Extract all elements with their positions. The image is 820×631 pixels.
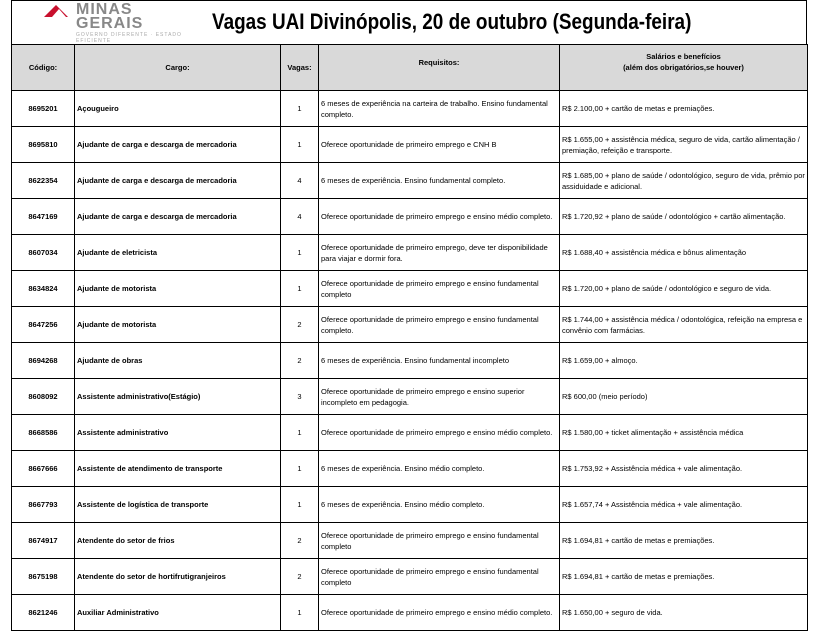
table-row <box>12 127 808 163</box>
cell-cargo: Assistente de logística de transporte <box>75 487 281 523</box>
cell-requisitos: Oferece oportunidade de primeiro emprego e ensino médio completo. <box>319 199 560 235</box>
page-title: Vagas UAI Divinópolis, 20 de outubro (Segunda-feira) <box>212 9 692 34</box>
cell-vagas: 4 <box>281 199 319 235</box>
table-row <box>12 163 808 199</box>
table-row <box>12 379 808 415</box>
table-row <box>12 559 808 595</box>
table-row <box>12 91 808 127</box>
cell-cargo: Ajudante de motorista <box>75 307 281 343</box>
cell-requisitos: Oferece oportunidade de primeiro emprego e CNH B <box>319 127 560 163</box>
cell-vagas: 1 <box>281 271 319 307</box>
cell-codigo: 8667666 <box>12 451 75 487</box>
cell-cargo: Ajudante de carga e descarga de mercadoria <box>75 163 281 199</box>
table-row <box>12 523 808 559</box>
cell-cargo: Atendente do setor de frios <box>75 523 281 559</box>
header-salarios-title: Salários e benefícios <box>646 52 721 61</box>
cell-vagas: 1 <box>281 415 319 451</box>
cell-codigo: 8668586 <box>12 415 75 451</box>
cell-codigo: 8695201 <box>12 91 75 127</box>
minas-gerais-logo <box>42 1 192 44</box>
cell-codigo: 8675198 <box>12 559 75 595</box>
table-row <box>12 271 808 307</box>
table-body <box>12 91 808 631</box>
page-header <box>11 0 807 44</box>
cell-codigo: 8621246 <box>12 595 75 631</box>
logo-text <box>76 3 143 31</box>
cell-cargo: Ajudante de carga e descarga de mercadoria <box>75 199 281 235</box>
cell-salarios: R$ 1.650,00 + seguro de vida. <box>560 595 808 631</box>
cell-cargo: Ajudante de carga e descarga de mercadoria <box>75 127 281 163</box>
cell-salarios: R$ 1.580,00 + ticket alimentação + assistência médica <box>560 415 808 451</box>
header-salarios <box>560 45 808 91</box>
cell-requisitos: Oferece oportunidade de primeiro emprego e ensino médio completo. <box>319 595 560 631</box>
header-codigo: Código: <box>12 45 75 91</box>
cell-codigo: 8607034 <box>12 235 75 271</box>
table-row <box>12 451 808 487</box>
cell-requisitos: Oferece oportunidade de primeiro emprego, deve ter disponibilidade para viajar e dormir fora. <box>319 235 560 271</box>
cell-salarios: R$ 1.657,74 + Assistência médica + vale alimentação. <box>560 487 808 523</box>
cell-salarios: R$ 1.659,00 + almoço. <box>560 343 808 379</box>
cell-cargo: Assistente administrativo <box>75 415 281 451</box>
cell-vagas: 1 <box>281 595 319 631</box>
header-requisitos: Requisitos: <box>319 45 560 91</box>
cell-salarios: R$ 1.720,00 + plano de saúde / odontológico e seguro de vida. <box>560 271 808 307</box>
cell-codigo: 8622354 <box>12 163 75 199</box>
cell-requisitos: 6 meses de experiência. Ensino fundamental completo. <box>319 163 560 199</box>
cell-codigo: 8608092 <box>12 379 75 415</box>
table-row <box>12 343 808 379</box>
table-row <box>12 595 808 631</box>
cell-cargo: Ajudante de motorista <box>75 271 281 307</box>
table-row <box>12 307 808 343</box>
cell-codigo: 8674917 <box>12 523 75 559</box>
cell-codigo: 8695810 <box>12 127 75 163</box>
cell-cargo: Auxiliar Administrativo <box>75 595 281 631</box>
table-header-row <box>12 45 808 91</box>
cell-vagas: 2 <box>281 343 319 379</box>
cell-requisitos: 6 meses de experiência na carteira de trabalho. Ensino fundamental completo. <box>319 91 560 127</box>
table-row <box>12 199 808 235</box>
cell-cargo: Assistente de atendimento de transporte <box>75 451 281 487</box>
cell-requisitos: Oferece oportunidade de primeiro emprego e ensino fundamental completo <box>319 559 560 595</box>
cell-vagas: 1 <box>281 235 319 271</box>
cell-cargo: Atendente do setor de hortifrutigranjeiros <box>75 559 281 595</box>
cell-salarios: R$ 2.100,00 + cartão de metas e premiações. <box>560 91 808 127</box>
cell-salarios: R$ 1.694,81 + cartão de metas e premiações. <box>560 523 808 559</box>
table-row <box>12 487 808 523</box>
logo-tagline: GOVERNO DIFERENTE · ESTADO EFICIENTE <box>76 32 182 44</box>
cell-salarios: R$ 1.655,00 + assistência médica, seguro de vida, cartão alimentação / premiação, refeição e transporte. <box>560 127 808 163</box>
cell-requisitos: 6 meses de experiência. Ensino fundamental incompleto <box>319 343 560 379</box>
cell-cargo: Ajudante de eletricista <box>75 235 281 271</box>
header-cargo: Cargo: <box>75 45 281 91</box>
cell-codigo: 8647256 <box>12 307 75 343</box>
cell-vagas: 2 <box>281 523 319 559</box>
header-salarios-sub: (além dos obrigatórios,se houver) <box>623 63 744 72</box>
cell-salarios: R$ 1.720,92 + plano de saúde / odontológico + cartão alimentação. <box>560 199 808 235</box>
triangle-logo-inner-icon <box>52 9 66 17</box>
cell-requisitos: Oferece oportunidade de primeiro emprego e ensino superior incompleto em pedagogia. <box>319 379 560 415</box>
cell-salarios: R$ 1.753,92 + Assistência médica + vale alimentação. <box>560 451 808 487</box>
cell-salarios: R$ 1.694,81 + cartão de metas e premiações. <box>560 559 808 595</box>
jobs-table <box>11 44 808 631</box>
cell-vagas: 1 <box>281 91 319 127</box>
cell-codigo: 8634824 <box>12 271 75 307</box>
cell-vagas: 2 <box>281 307 319 343</box>
cell-vagas: 4 <box>281 163 319 199</box>
cell-salarios: R$ 600,00 (meio período) <box>560 379 808 415</box>
cell-codigo: 8694268 <box>12 343 75 379</box>
table-row <box>12 415 808 451</box>
table-row <box>12 235 808 271</box>
cell-salarios: R$ 1.688,40 + assistência médica e bônus alimentação <box>560 235 808 271</box>
logo-line2: GERAIS <box>76 15 144 32</box>
cell-requisitos: 6 meses de experiência. Ensino médio completo. <box>319 487 560 523</box>
cell-cargo: Açougueiro <box>75 91 281 127</box>
cell-cargo: Ajudante de obras <box>75 343 281 379</box>
cell-vagas: 3 <box>281 379 319 415</box>
cell-vagas: 1 <box>281 451 319 487</box>
cell-vagas: 1 <box>281 127 319 163</box>
cell-codigo: 8647169 <box>12 199 75 235</box>
cell-vagas: 1 <box>281 487 319 523</box>
cell-requisitos: Oferece oportunidade de primeiro emprego e ensino fundamental completo. <box>319 307 560 343</box>
cell-vagas: 2 <box>281 559 319 595</box>
cell-requisitos: 6 meses de experiência. Ensino médio completo. <box>319 451 560 487</box>
logo-line1: MINAS <box>76 1 133 18</box>
cell-salarios: R$ 1.744,00 + assistência médica / odontológica, refeição na empresa e convênio com farmácias. <box>560 307 808 343</box>
cell-codigo: 8667793 <box>12 487 75 523</box>
cell-cargo: Assistente administrativo(Estágio) <box>75 379 281 415</box>
cell-requisitos: Oferece oportunidade de primeiro emprego e ensino fundamental completo <box>319 523 560 559</box>
cell-salarios: R$ 1.685,00 + plano de saúde / odontológico, seguro de vida, prêmio por assiduidade e adicional. <box>560 163 808 199</box>
header-vagas: Vagas: <box>281 45 319 91</box>
cell-requisitos: Oferece oportunidade de primeiro emprego e ensino fundamental completo <box>319 271 560 307</box>
cell-requisitos: Oferece oportunidade de primeiro emprego e ensino médio completo. <box>319 415 560 451</box>
